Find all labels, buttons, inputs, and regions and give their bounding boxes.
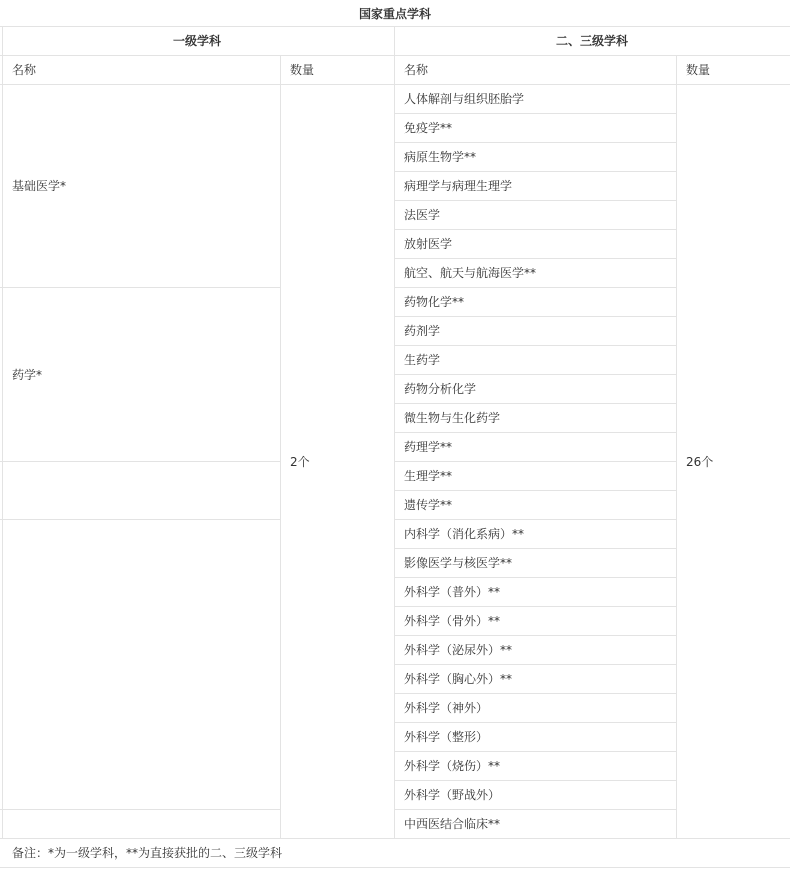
second-level-item: 免疫学** bbox=[404, 121, 453, 135]
second-level-item: 药物分析化学 bbox=[404, 382, 477, 396]
second-level-item: 生药学 bbox=[404, 353, 441, 367]
second-level-item: 外科学（烧伤）** bbox=[404, 759, 501, 773]
second-level-item: 外科学（胸心外）** bbox=[404, 672, 513, 686]
second-level-item: 法医学 bbox=[404, 208, 441, 222]
grid-line bbox=[394, 287, 676, 288]
first-level-item: 药学* bbox=[12, 367, 43, 382]
grid-line bbox=[394, 780, 676, 781]
grid-line bbox=[394, 171, 676, 172]
table-title: 国家重点学科 bbox=[358, 6, 431, 21]
group-header-second-third-level: 二、三级学科 bbox=[555, 34, 628, 48]
grid-line bbox=[394, 548, 676, 549]
grid-line bbox=[394, 403, 676, 404]
second-level-item: 遗传学** bbox=[404, 498, 453, 512]
grid-line bbox=[394, 316, 676, 317]
grid-line bbox=[394, 519, 676, 520]
grid-line bbox=[394, 432, 676, 433]
grid-line bbox=[394, 461, 676, 462]
grid-line bbox=[394, 374, 676, 375]
second-level-item: 航空、航天与航海医学** bbox=[404, 266, 537, 280]
grid-line bbox=[280, 55, 281, 838]
first-level-item: 基础医学* bbox=[12, 179, 67, 193]
grid-line bbox=[676, 55, 677, 838]
second-level-item: 微生物与生化药学 bbox=[404, 411, 501, 425]
grid-line bbox=[394, 606, 676, 607]
second-level-item: 病理学与病理生理学 bbox=[404, 179, 513, 193]
column-header-first-name: 名称 bbox=[12, 63, 37, 77]
grid-line bbox=[394, 26, 395, 838]
grid-line bbox=[394, 345, 676, 346]
second-level-item: 外科学（骨外）** bbox=[404, 614, 501, 628]
grid-line bbox=[394, 142, 676, 143]
grid-line bbox=[0, 287, 280, 288]
grid-line bbox=[0, 867, 790, 868]
grid-line bbox=[394, 490, 676, 491]
second-level-item: 药物化学** bbox=[404, 295, 465, 309]
table-note: 备注：*为一级学科，**为直接获批的二、三级学科 bbox=[12, 846, 283, 860]
grid-line bbox=[394, 751, 676, 752]
second-level-item: 外科学（泌尿外）** bbox=[404, 643, 513, 657]
column-header-second-count: 数量 bbox=[686, 63, 711, 77]
group-header-first-level: 一级学科 bbox=[172, 34, 221, 48]
first-level-count: 2个 bbox=[290, 454, 310, 469]
grid-line bbox=[394, 722, 676, 723]
second-level-item: 外科学（整形） bbox=[404, 730, 489, 744]
grid-line bbox=[2, 26, 3, 838]
second-level-item: 影像医学与核医学** bbox=[404, 556, 513, 570]
grid-line bbox=[394, 693, 676, 694]
grid-line bbox=[0, 84, 790, 85]
grid-line bbox=[0, 461, 280, 462]
second-level-count: 26个 bbox=[686, 454, 714, 469]
grid-line bbox=[0, 519, 280, 520]
grid-line bbox=[0, 26, 790, 27]
second-level-item: 药理学** bbox=[404, 440, 453, 454]
grid-line bbox=[394, 229, 676, 230]
second-level-item: 人体解剖与组织胚胎学 bbox=[404, 92, 525, 106]
grid-line bbox=[394, 635, 676, 636]
grid-line bbox=[0, 838, 790, 839]
column-header-second-name: 名称 bbox=[404, 63, 429, 77]
second-level-item: 病原生物学** bbox=[404, 150, 477, 164]
grid-line bbox=[394, 113, 676, 114]
second-level-item: 中西医结合临床** bbox=[404, 817, 501, 831]
second-level-item: 外科学（野战外） bbox=[404, 788, 501, 802]
grid-line bbox=[394, 258, 676, 259]
grid-line bbox=[394, 809, 676, 810]
second-level-item: 外科学（普外）** bbox=[404, 585, 501, 599]
grid-line bbox=[394, 664, 676, 665]
second-level-item: 内科学（消化系病）** bbox=[404, 527, 525, 541]
second-level-item: 外科学（神外） bbox=[404, 701, 489, 715]
second-level-item: 放射医学 bbox=[404, 237, 453, 251]
second-level-item: 药剂学 bbox=[404, 324, 441, 338]
column-header-first-count: 数量 bbox=[290, 63, 315, 77]
grid-line bbox=[394, 200, 676, 201]
grid-line bbox=[0, 55, 790, 56]
grid-line bbox=[394, 577, 676, 578]
second-level-item: 生理学** bbox=[404, 469, 453, 483]
grid-line bbox=[0, 809, 280, 810]
